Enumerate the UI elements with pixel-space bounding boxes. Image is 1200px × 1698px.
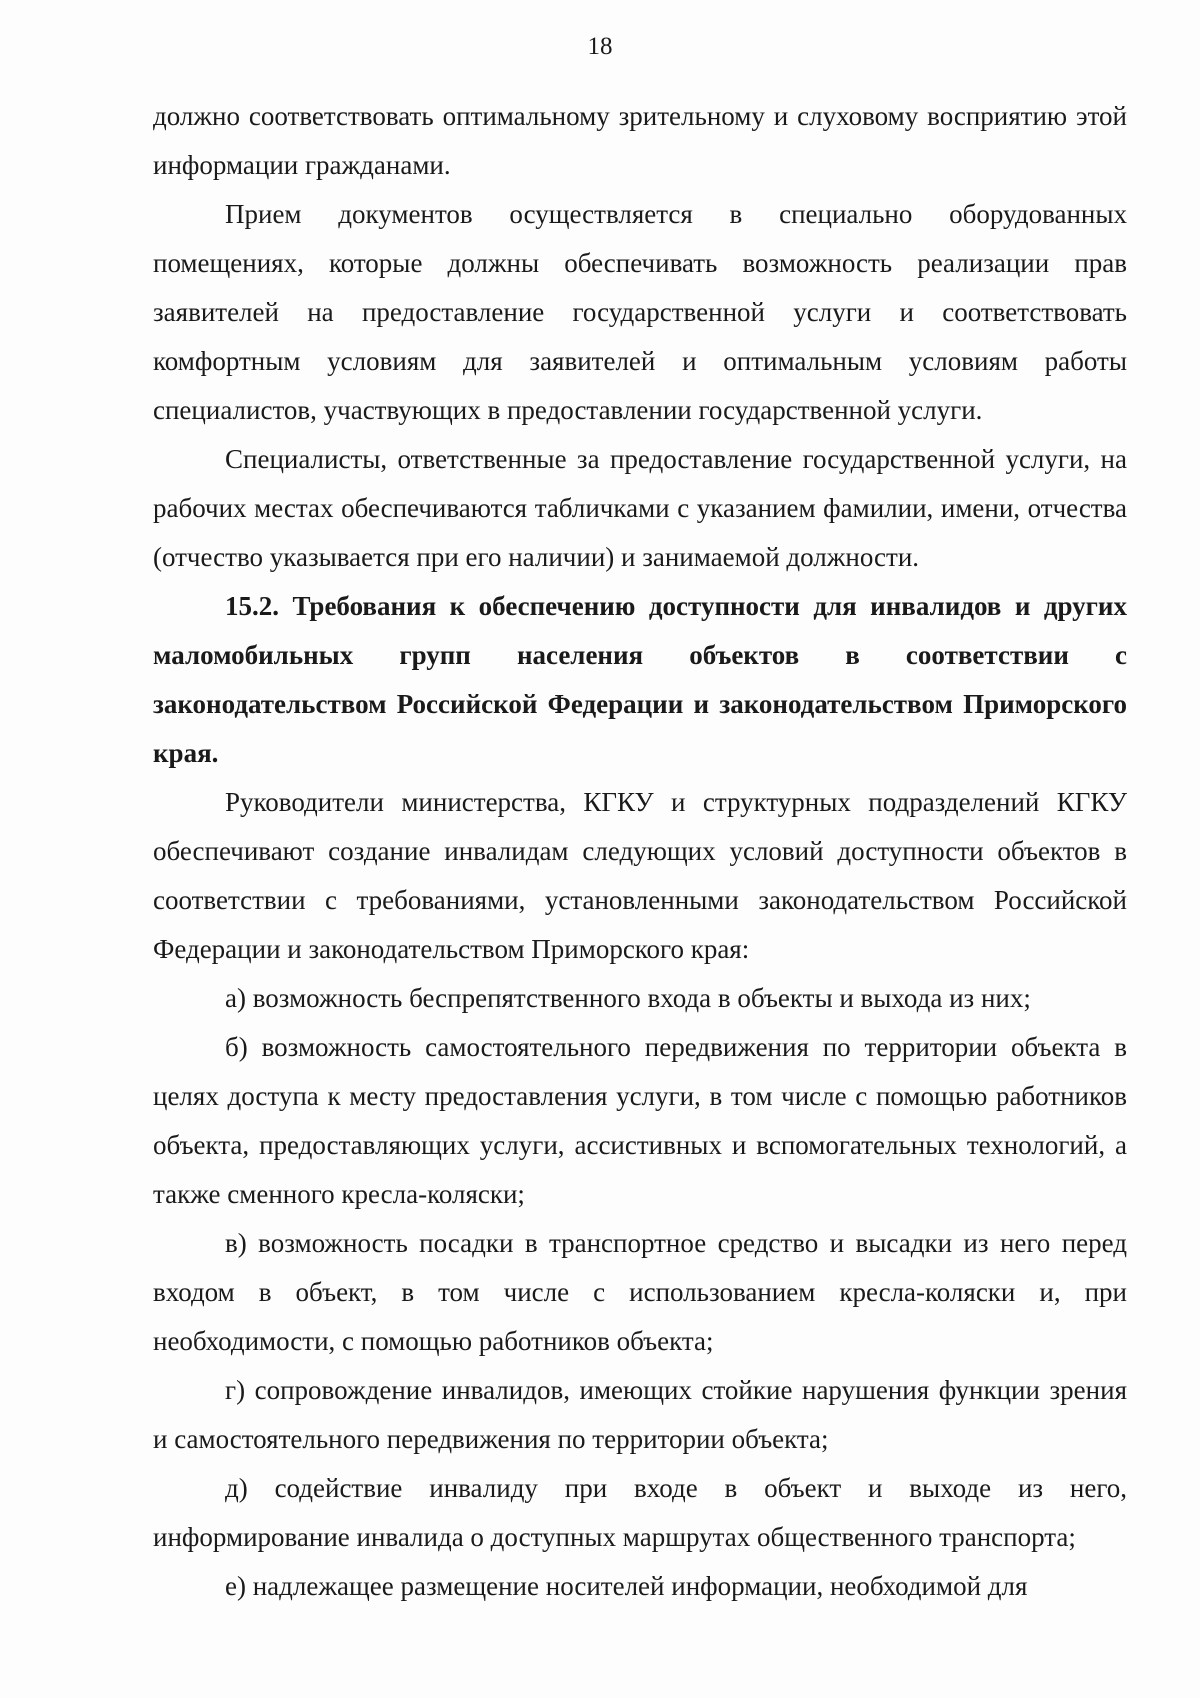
paragraph-document-reception: Прием документов осуществляется в специально оборудованных помещениях, которые должны обеспечивать возможность реализации прав заявителей на предоставление государственной услуги и соответствовать комфортным условиям для заявителей и оптимальным условиям работы специалистов, участвующих в предоставлении государственной услуги. xyxy=(153,199,1127,425)
page-number: 18 xyxy=(587,33,613,60)
list-item-a: а) возможность беспрепятственного входа в объекты и выхода из них; xyxy=(225,983,1031,1013)
list-item-e: е) надлежащее размещение носителей информации, необходимой для xyxy=(225,1571,1028,1601)
list-item-d: д) содействие инвалиду при входе в объект и выходе из него, информирование инвалида о доступных маршрутах общественного транспорта; xyxy=(153,1473,1127,1552)
document-body xyxy=(153,92,1127,1611)
list-item-v: в) возможность посадки в транспортное средство и высадки из него перед входом в объект, в том числе с использованием кресла-коляски и, при необходимости, с помощью работников объекта; xyxy=(153,1228,1127,1356)
list-item-b: б) возможность самостоятельного передвижения по территории объекта в целях доступа к месту предоставления услуги, в том числе с помощью работников объекта, предоставляющих услуги, ассистивных и вспомогательных технологий, а также сменного кресла-коляски; xyxy=(153,1032,1127,1209)
section-heading-15-2: 15.2. Требования к обеспечению доступности для инвалидов и других маломобильных групп населения объектов в соответствии с законодательством Российской Федерации и законодательством Приморского края. xyxy=(153,591,1127,768)
paragraph-specialists: Специалисты, ответственные за предоставление государственной услуги, на рабочих местах обеспечиваются табличками с указанием фамилии, имени, отчества (отчество указывается при его наличии) и занимаемой должности. xyxy=(153,444,1127,572)
list-item-g: г) сопровождение инвалидов, имеющих стойкие нарушения функции зрения и самостоятельного передвижения по территории объекта; xyxy=(153,1375,1127,1454)
paragraph-continuation: должно соответствовать оптимальному зрительному и слуховому восприятию этой информации гражданами. xyxy=(153,101,1127,180)
paragraph-managers: Руководители министерства, КГКУ и структурных подразделений КГКУ обеспечивают создание инвалидам следующих условий доступности объектов в соответствии с требованиями, установленными законодательством Российской Федерации и законодательством Приморского края: xyxy=(153,787,1127,964)
